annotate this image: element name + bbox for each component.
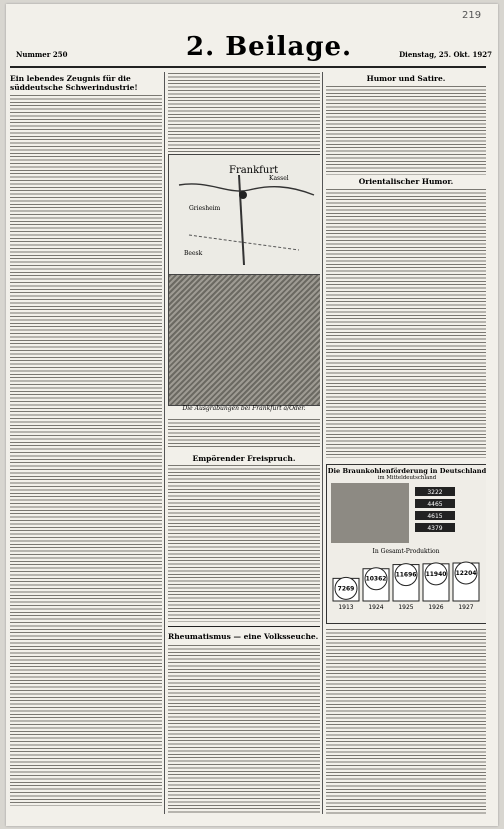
col2-text-top: [168, 72, 320, 152]
map-figure: [168, 154, 320, 276]
chart-data-label: 11940: [425, 570, 447, 578]
column-1: [10, 72, 162, 814]
chart-data-label: 10362: [365, 575, 387, 583]
chart-svg: [327, 481, 485, 611]
map-label-frankfurt: Frankfurt: [229, 165, 279, 176]
chart-data-label: 7269: [337, 585, 355, 593]
chart-title: Die Braunkohlenförderung in Deutschland: [327, 467, 486, 475]
column-2: [168, 72, 320, 814]
issue-date: Dienstag, 25. Okt. 1927: [399, 50, 492, 59]
chart-category-label: 1924: [368, 604, 384, 611]
legend-value: 4615: [427, 513, 443, 520]
chart-subtitle: im Mitteldeutschland: [377, 475, 437, 481]
column-divider: [164, 72, 165, 814]
map-label-kassel: Kassel: [269, 175, 289, 182]
col3-section-title: Humor und Satire.: [366, 74, 446, 83]
col3-text-c: [326, 628, 486, 814]
chart-data-label: 11696: [395, 571, 417, 579]
lignite-chart: [326, 464, 486, 624]
photo-caption: Die Ausgrabungen bei Frankfurt a/Oder.: [182, 405, 306, 412]
col2-text-lower: [168, 464, 320, 622]
chart-category-label: 1927: [458, 604, 474, 611]
col3-text-b: [326, 188, 486, 458]
section-rule: [168, 626, 320, 627]
header-rule: [10, 66, 486, 68]
chart-illustration: [331, 483, 409, 543]
column-3: [326, 72, 486, 814]
col2-mid-headline: Empörender Freispruch.: [192, 454, 296, 463]
chart-category-label: 1913: [338, 604, 354, 611]
chart-data-label: 12204: [455, 570, 477, 577]
col2-low-headline: Rheumatismus — eine Volksseuche.: [168, 632, 319, 641]
legend-value: 4379: [427, 525, 443, 532]
col1-text-block: [10, 94, 162, 806]
map-label-griesheim: Griesheim: [189, 205, 221, 212]
legend-value: 4465: [427, 501, 443, 508]
page-header: [16, 28, 492, 68]
col2-text-mid: [168, 418, 320, 448]
col1-headline: Ein lebendes Zeugnis für die süddeutsche Schwerindustrie!: [10, 74, 138, 92]
col2-text-bottom: [168, 644, 320, 814]
map-label-beesk: Beesk: [184, 250, 203, 257]
column-divider: [322, 72, 323, 814]
chart-category-label: 1925: [398, 604, 414, 611]
legend-value: 3222: [427, 489, 443, 496]
col3-subheading: Orientalischer Humor.: [358, 177, 454, 186]
excavation-photo: [168, 274, 320, 406]
issue-number: Nummer 250: [16, 50, 68, 59]
chart-category-label: 1926: [428, 604, 444, 611]
col3-text-a: [326, 85, 486, 175]
map-svg: [169, 155, 320, 275]
page-number: 219: [462, 10, 482, 21]
supplement-title: 2. Beilage.: [186, 32, 353, 62]
chart-ylabel: In Gesamt-Produktion: [372, 548, 440, 555]
